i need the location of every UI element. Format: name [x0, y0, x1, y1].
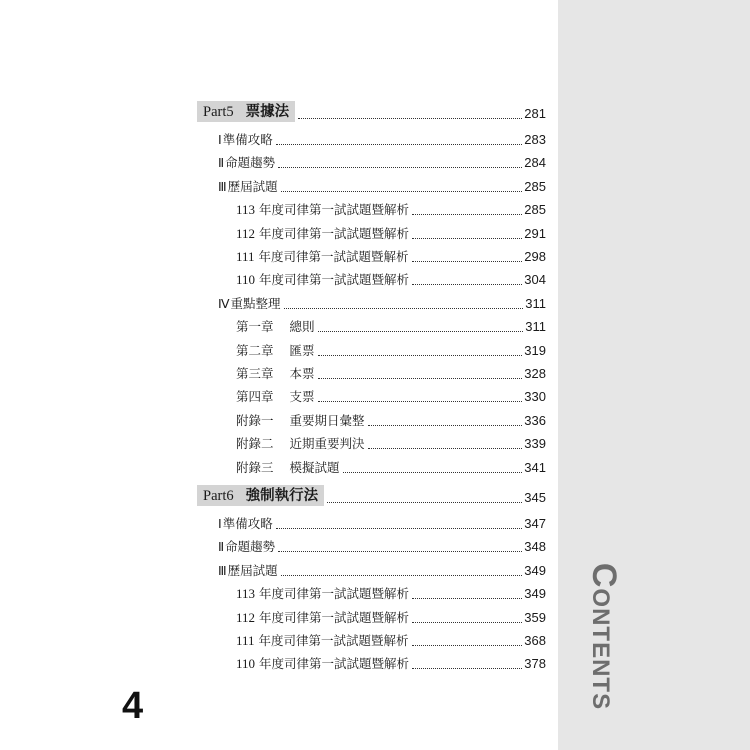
- dot-leader: [412, 645, 523, 646]
- entry-title: 匯票: [289, 342, 315, 358]
- entry-prefix: Ⅰ: [218, 133, 222, 147]
- entry-prefix: 附錄三: [236, 459, 274, 475]
- dot-leader: [368, 448, 523, 449]
- page-ref: 298: [524, 249, 546, 264]
- dot-leader: [284, 308, 524, 309]
- entry-title: 年度司律第一試試題暨解析: [258, 633, 409, 648]
- dot-leader: [412, 261, 523, 262]
- toc-entry[interactable]: [236, 627, 546, 649]
- entry-prefix: 附錄二: [236, 436, 274, 452]
- dot-leader: [276, 528, 523, 529]
- dot-leader: [278, 551, 522, 552]
- entry-label: [218, 296, 281, 312]
- page-number: 4: [122, 685, 144, 727]
- toc-entry[interactable]: [236, 337, 546, 359]
- entry-prefix: 110: [236, 656, 256, 672]
- toc-entry[interactable]: [236, 266, 546, 288]
- page-ref: 283: [524, 132, 546, 147]
- part-title: 票據法: [245, 103, 290, 120]
- entry-prefix: 第二章: [236, 342, 274, 358]
- page-ref: 311: [525, 295, 546, 311]
- toc-entry[interactable]: [236, 407, 546, 429]
- entry-prefix: Ⅱ: [218, 540, 225, 555]
- page-ref: 311: [525, 319, 546, 335]
- entry-prefix: 110: [236, 272, 256, 288]
- entry-title: 歷屆試題: [227, 562, 278, 578]
- dot-leader: [412, 622, 522, 623]
- entry-prefix: Ⅲ: [218, 563, 227, 578]
- entry-label: [236, 249, 409, 265]
- entry-prefix: 111: [236, 249, 255, 264]
- dot-leader: [343, 472, 523, 473]
- toc-part-heading[interactable]: [197, 98, 546, 122]
- entry-prefix: 113: [236, 202, 256, 218]
- page-ref: 285: [524, 202, 546, 218]
- entry-prefix: 113: [236, 586, 256, 602]
- toc-entry[interactable]: [236, 360, 546, 382]
- entry-label: [218, 563, 278, 579]
- entry-label: [236, 226, 409, 242]
- entry-label: [236, 586, 409, 602]
- entry-label: [218, 179, 278, 195]
- page-ref: 347: [524, 516, 546, 531]
- page-ref: 284: [524, 155, 546, 171]
- dot-leader: [412, 598, 522, 599]
- toc-part-heading[interactable]: [197, 482, 546, 506]
- toc-entry[interactable]: [236, 580, 546, 602]
- entry-label: [218, 539, 275, 555]
- part-label-box: [197, 101, 295, 122]
- dot-leader: [412, 284, 522, 285]
- dot-leader: [278, 167, 522, 168]
- entry-label: [236, 389, 315, 405]
- toc-entry[interactable]: [236, 604, 546, 626]
- entry-label: [218, 516, 273, 532]
- dot-leader: [281, 191, 523, 192]
- entry-title: 支票: [289, 389, 315, 405]
- toc-entry[interactable]: [218, 510, 546, 532]
- toc-entry[interactable]: [218, 173, 546, 195]
- page-ref: 359: [524, 609, 546, 625]
- entry-label: [236, 343, 315, 359]
- dot-leader: [318, 401, 523, 402]
- dot-leader: [327, 502, 522, 503]
- page-ref: 349: [524, 586, 546, 602]
- toc-entry[interactable]: [236, 430, 546, 452]
- dot-leader: [281, 575, 523, 576]
- entry-prefix: 112: [236, 225, 256, 241]
- dot-leader: [368, 425, 523, 426]
- entry-title: 命題趨勢: [225, 539, 276, 555]
- entry-label: [236, 633, 409, 649]
- entry-title: 本票: [289, 366, 315, 381]
- entry-title: 年度司律第一試試題暨解析: [258, 249, 409, 264]
- page-ref: 336: [524, 412, 546, 428]
- page-ref: 304: [524, 272, 546, 288]
- entry-label: [236, 202, 409, 218]
- entry-prefix: 附錄一: [236, 412, 274, 428]
- page-ref: 368: [524, 633, 546, 648]
- entry-label: [236, 319, 315, 335]
- entry-prefix: Ⅲ: [218, 179, 227, 194]
- entry-label: [236, 610, 409, 626]
- entry-prefix: 111: [236, 633, 255, 648]
- page-ref: 285: [524, 178, 546, 194]
- toc-entry[interactable]: [236, 650, 546, 672]
- entry-prefix: 第一章: [236, 319, 274, 335]
- part-title: 強制執行法: [245, 487, 319, 504]
- entry-title: 重點整理: [230, 295, 281, 311]
- entry-title: 模擬試題: [289, 459, 340, 475]
- toc-entry[interactable]: [218, 290, 546, 312]
- toc-entry[interactable]: [236, 243, 546, 265]
- toc-entry[interactable]: [218, 557, 546, 579]
- entry-label: [236, 366, 315, 382]
- entry-title: 總則: [289, 319, 315, 335]
- entry-title: 年度司律第一試試題暨解析: [259, 202, 410, 218]
- part-label-box: [197, 485, 324, 506]
- entry-title: 命題趨勢: [225, 155, 276, 171]
- toc-entry[interactable]: [236, 220, 546, 242]
- toc-entry[interactable]: [236, 313, 546, 335]
- dot-leader: [298, 118, 522, 119]
- toc-entry[interactable]: [218, 126, 546, 148]
- entry-title: 重要期日彙整: [289, 412, 365, 428]
- entry-label: [236, 413, 365, 429]
- dot-leader: [412, 238, 522, 239]
- entry-prefix: 第四章: [236, 389, 274, 405]
- contents-side-label-text: Contents: [585, 562, 624, 710]
- page-ref: 330: [524, 389, 546, 405]
- entry-title: 準備攻略: [222, 516, 273, 531]
- entry-label: [218, 155, 275, 171]
- entry-prefix: Ⅳ: [218, 296, 230, 311]
- entry-title: 準備攻略: [222, 132, 273, 147]
- toc-entry[interactable]: [236, 196, 546, 218]
- page-ref: 341: [524, 459, 546, 475]
- toc-entry[interactable]: [236, 383, 546, 405]
- entry-label: [236, 656, 409, 672]
- dot-leader: [412, 668, 522, 669]
- entry-prefix: 112: [236, 609, 256, 625]
- page-ref: 378: [524, 656, 546, 672]
- entry-title: 近期重要判決: [289, 436, 365, 452]
- dot-leader: [276, 144, 523, 145]
- page-ref: 319: [524, 342, 546, 358]
- entry-prefix: Ⅱ: [218, 156, 225, 171]
- page-ref: 328: [524, 366, 546, 381]
- page-ref: 281: [524, 106, 546, 121]
- entry-label: [236, 272, 409, 288]
- entry-label: [236, 436, 365, 452]
- entry-title: 年度司律第一試試題暨解析: [259, 272, 410, 288]
- entry-title: 年度司律第一試試題暨解析: [259, 586, 410, 602]
- entry-title: 年度司律第一試試題暨解析: [259, 225, 410, 241]
- dot-leader: [318, 355, 523, 356]
- contents-side-label: [576, 562, 632, 710]
- page-ref: 345: [524, 490, 546, 505]
- dot-leader: [318, 331, 524, 332]
- dot-leader: [412, 214, 522, 215]
- toc-entry[interactable]: [218, 149, 546, 171]
- entry-label: [218, 132, 273, 148]
- page-ref: 349: [524, 562, 546, 578]
- entry-title: 歷屆試題: [227, 178, 278, 194]
- part-number: Part6: [203, 488, 234, 504]
- dot-leader: [318, 378, 523, 379]
- entry-title: 年度司律第一試試題暨解析: [259, 656, 410, 672]
- part-number: Part5: [203, 104, 234, 120]
- entry-prefix: Ⅰ: [218, 517, 222, 531]
- entry-title: 年度司律第一試試題暨解析: [259, 609, 410, 625]
- toc-entry[interactable]: [218, 533, 546, 555]
- page-ref: 339: [524, 436, 546, 452]
- page-ref: 348: [524, 539, 546, 555]
- entry-label: [236, 460, 340, 476]
- page-ref: 291: [524, 225, 546, 241]
- entry-prefix: 第三章: [236, 366, 274, 381]
- toc-entry[interactable]: [236, 454, 546, 476]
